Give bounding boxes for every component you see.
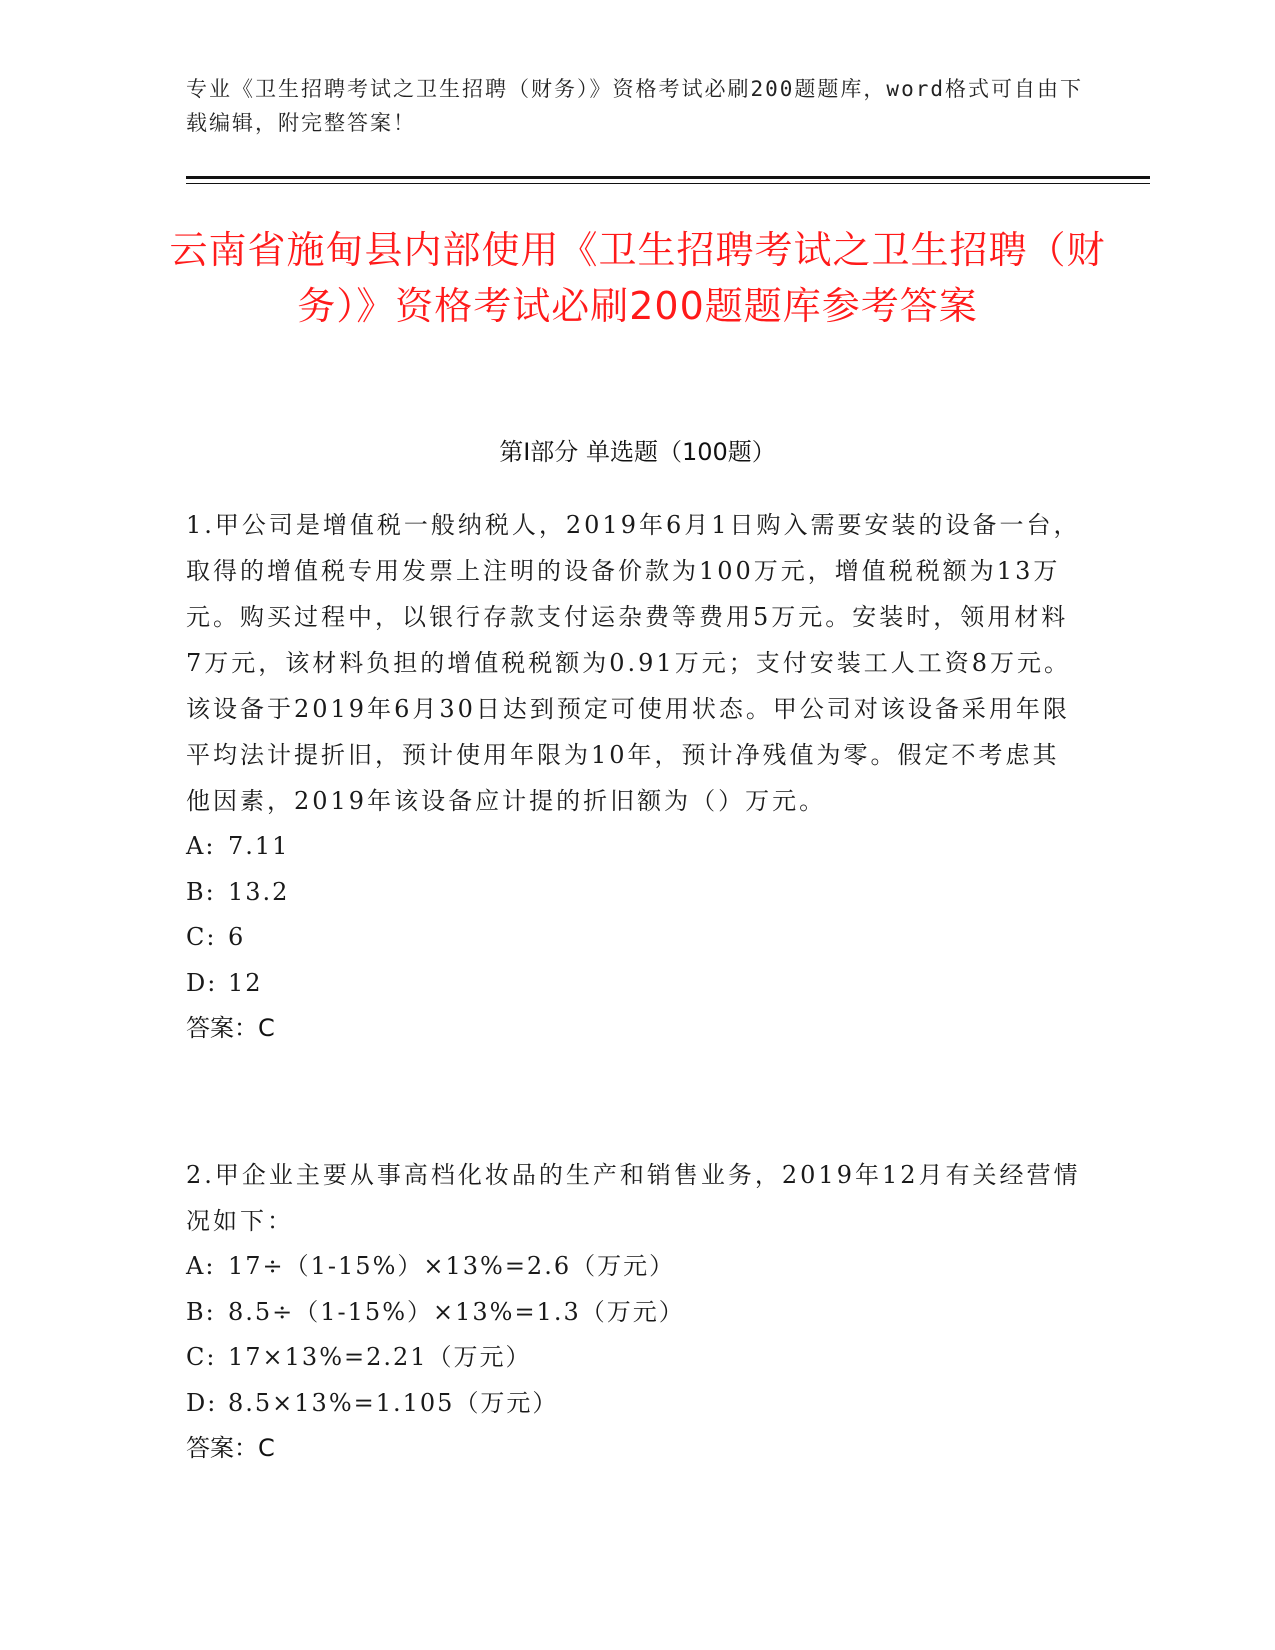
option-letter: C: [186, 1343, 217, 1371]
question-text: 1.甲公司是增值税一般纳税人，2019年6月1日购入需要安装的设备一台，取得的增值税专用发票上注明的设备价款为100万元，增值税税额为13万元。购买过程中，以银行存款支付运杂费等费用5万元。安装时，领用材料7万元，该材料负担的增值税税额为0.91万元；支付安装工人工资8万元。该设备于2019年6月30日达到预定可使用状态。甲公司对该设备采用年限平均法计提折旧，预计使用年限为10年，预计净残值为零。假定不考虑其他因素，2019年该设备应计提的折旧额为（）万元。 [186, 511, 1081, 815]
option-letter: A: [186, 1252, 216, 1280]
answer-line: 答案：C [186, 1434, 275, 1462]
question-text: 2.甲企业主要从事高档化妆品的生产和销售业务，2019年12月有关经营情况如下： [186, 1161, 1081, 1235]
header-divider-thin [186, 183, 1150, 184]
option-letter: B: [186, 877, 216, 906]
option-letter: B: [186, 1297, 216, 1326]
option-value: 6 [228, 923, 246, 951]
option-value: 12 [228, 968, 263, 997]
option-value: 17÷（1-15%）×13%=2.6（万元） [228, 1252, 676, 1280]
option-value: 17×13%=2.21（万元） [228, 1343, 532, 1371]
option-a [186, 1244, 1086, 1290]
document-title: 云南省施甸县内部使用《卫生招聘考试之卫生招聘（财务）》资格考试必刷200题题库参考答案 [169, 228, 1106, 328]
option-letter: D: [186, 1388, 218, 1417]
question-2 [186, 1152, 1086, 1471]
option-d [186, 1381, 1086, 1427]
option-b [186, 870, 1086, 916]
option-value: 8.5÷（1-15%）×13%=1.3（万元） [228, 1297, 685, 1326]
option-d [186, 961, 1086, 1007]
option-value: 7.11 [228, 832, 290, 860]
option-value: 8.5×13%=1.105（万元） [228, 1388, 559, 1417]
option-letter: D: [186, 968, 218, 997]
header-divider-thick [186, 176, 1150, 179]
option-value: 13.2 [228, 877, 290, 906]
option-b [186, 1290, 1086, 1336]
option-c [186, 1335, 1086, 1381]
answer-line: 答案：C [186, 1014, 275, 1042]
option-letter: C: [186, 923, 217, 951]
question-1 [186, 502, 1086, 1051]
option-c [186, 915, 1086, 961]
option-letter: A: [186, 832, 216, 860]
option-a [186, 824, 1086, 870]
header-note: 专业《卫生招聘考试之卫生招聘（财务）》资格考试必刷200题题库，word格式可自由下载编辑，附完整答案！ [186, 77, 1083, 135]
section-heading: 第Ⅰ部分 单选题（100题） [499, 438, 776, 466]
